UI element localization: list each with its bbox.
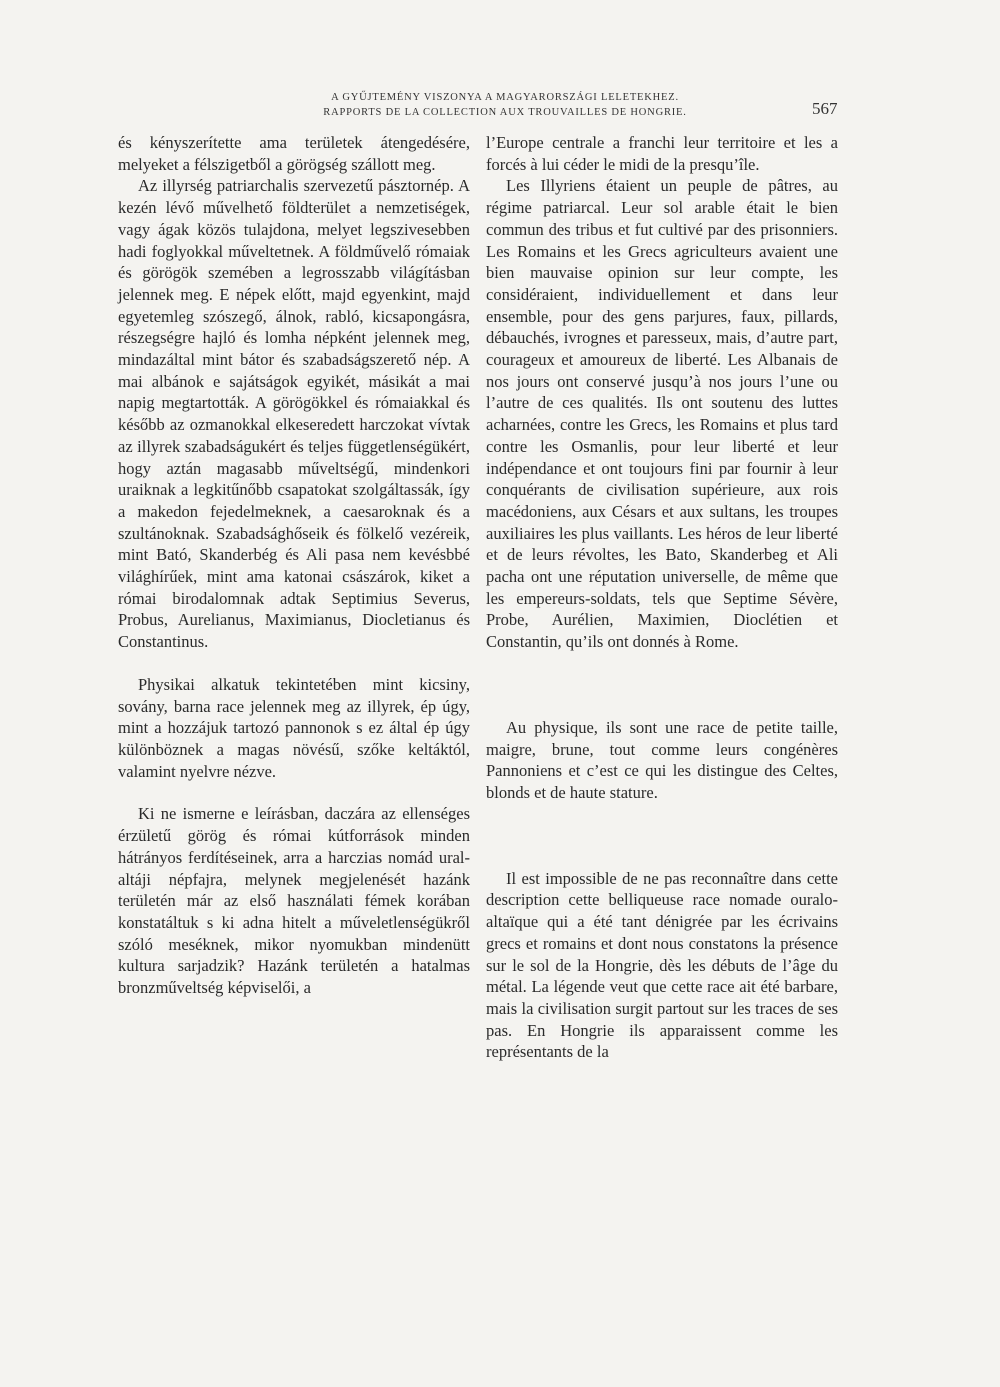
left-column-hungarian bbox=[118, 132, 470, 999]
right-paragraph-1: l’Europe centrale a franchi leur territoire et les a forcés à lui céder le midi de la presqu’île. bbox=[486, 133, 838, 174]
running-header bbox=[200, 90, 810, 120]
paragraph-gap bbox=[486, 653, 838, 717]
page-number: 567 bbox=[812, 99, 838, 118]
left-paragraph-3: Physikai alkatuk tekintetében mint kicsiny, sovány, barna race jelennek meg az illyrek, ép úgy, mint a hozzájuk tartozó pannonok s ez által ép úgy különböznek a magas növésű, szőke keltáktól, valamint nyelvre nézve. bbox=[118, 674, 470, 781]
right-paragraph-4: Il est impossible de ne pas reconnaître dans cette description cette belliqueuse race nomade ouralo-altaïque qui a été tant dénigrée par les écrivains grecs et romains et dont nous constatons la présence sur le sol de la Hongrie, dès les débuts de l’âge du métal. La légende veut que cette race ait été barbare, mais la civilisation surgit partout sur les traces de ses pas. En Hongrie ils apparaissent comme les représentants de la bbox=[486, 868, 838, 1062]
right-paragraph-3: Au physique, ils sont une race de petite taille, maigre, brune, tout comme leurs congénères Pannoniens et c’est ce qui les distingue des Celtes, blonds et de haute stature. bbox=[486, 717, 838, 802]
right-paragraph-2: Les Illyriens étaient un peuple de pâtres, au régime patriarcal. Leur sol arable était le bien commun des tribus et fut cultivé par des prisonniers. Les Romains et les Grecs agriculteurs avaient une bien mauvaise opinion sur leur compte, les considéraient, individuellement et dans leur ensemble, pour des gens parjures, faux, pillards, débauchés, ivrognes et paresseux, mais, d’autre part, courageux et amoureux de liberté. Les Albanais de nos jours ont conservé jusqu’à nos jours l’une ou l’autre de ces qualités. Ils ont soutenu des luttes acharnées, contre les Grecs, les Romains et plus tard contre les Osmanlis, pour leur liberté et leur indépendance et ont toujours fini par fournir à leur conquérants de civilisation supérieure, aux rois macédoniens, aux Césars et aux sultans, les troupes auxiliaires les plus vaillants. Les héros de leur liberté et de leurs révoltes, les Bato, Skanderbeg et Ali pacha ont une réputation universelle, de même que les empereurs-soldats, tels que Septime Sévère, Probe, Aurélien, Maximien, Dioclétien et Constantin, qu’ils ont donnés à Rome. bbox=[486, 176, 838, 652]
left-paragraph-1: és kényszerítette ama területek átengedésére, melyeket a félszigetből a görögség szállott meg. bbox=[118, 133, 470, 174]
right-column-french bbox=[486, 132, 838, 1063]
paragraph-gap bbox=[118, 653, 470, 674]
left-paragraph-4: Ki ne ismerne e leírásban, daczára az ellenséges érzületű görög és római kútforrások minden hátrányos ferdítéseinek, arra a harczias nomád ural-altáji népfajra, melynek megjelenését hazánk területén már az első használati fémek korában konstatáltuk s ki adna hitelt a műveletlenségükről szóló meséknek, mikor nyomukban mindenütt kultura sarjadzik? Hazánk területén a hatalmas bronzműveltség képviselői, a bbox=[118, 804, 470, 998]
paragraph-gap bbox=[118, 782, 470, 803]
left-paragraph-2: Az illyrség patriarchalis szervezetű pásztornép. A kezén lévő művelhető földterület a nemzetiségek, vagy ágak közös tulajdona, melyet legszivesebben hadi foglyokkal műveltetnek. A földművelő rómaiak és görögök szemében a legrosszabb világításban jelennek meg. E népek előtt, majd egyenkint, majd egyetemleg szószegő, álnok, rabló, kicsapongásra, részegségre hajló és lomha népként jelennek meg, mindazáltal mint bátor és szabadságszerető nép. A mai albánok e sajátságok egyikét, másikát a mai napig megtartották. A görögökkel és rómaiakkal és később az ozmanokkal elkeseredett harczokat vívtak az illyrek szabadságukért és teljes függetlenségükért, hogy aztán magasabb műveltségű, mindenkori uraiknak a legkitűnőbb csapatokat szolgáltassák, így a makedon fejedelmeknek, a caesaroknak és a szultánoknak. Szabadsághőseik és fölkelő vezéreik, mint Bató, Skanderbég és Ali pasa nem kevésbbé világhírűek, mint ama katonai császárok, kiket a római birodalomnak adtak Septimius Severus, Probus, Aurelianus, Maximianus, Diocletianus és Constantinus. bbox=[118, 176, 470, 652]
paragraph-gap bbox=[486, 804, 838, 868]
header-title-hungarian: A GYŰJTEMÉNY VISZONYA A MAGYARORSZÁGI LELETEKHEZ. bbox=[331, 92, 679, 103]
header-title-french: RAPPORTS DE LA COLLECTION AUX TROUVAILLES DE HONGRIE. bbox=[323, 107, 687, 118]
